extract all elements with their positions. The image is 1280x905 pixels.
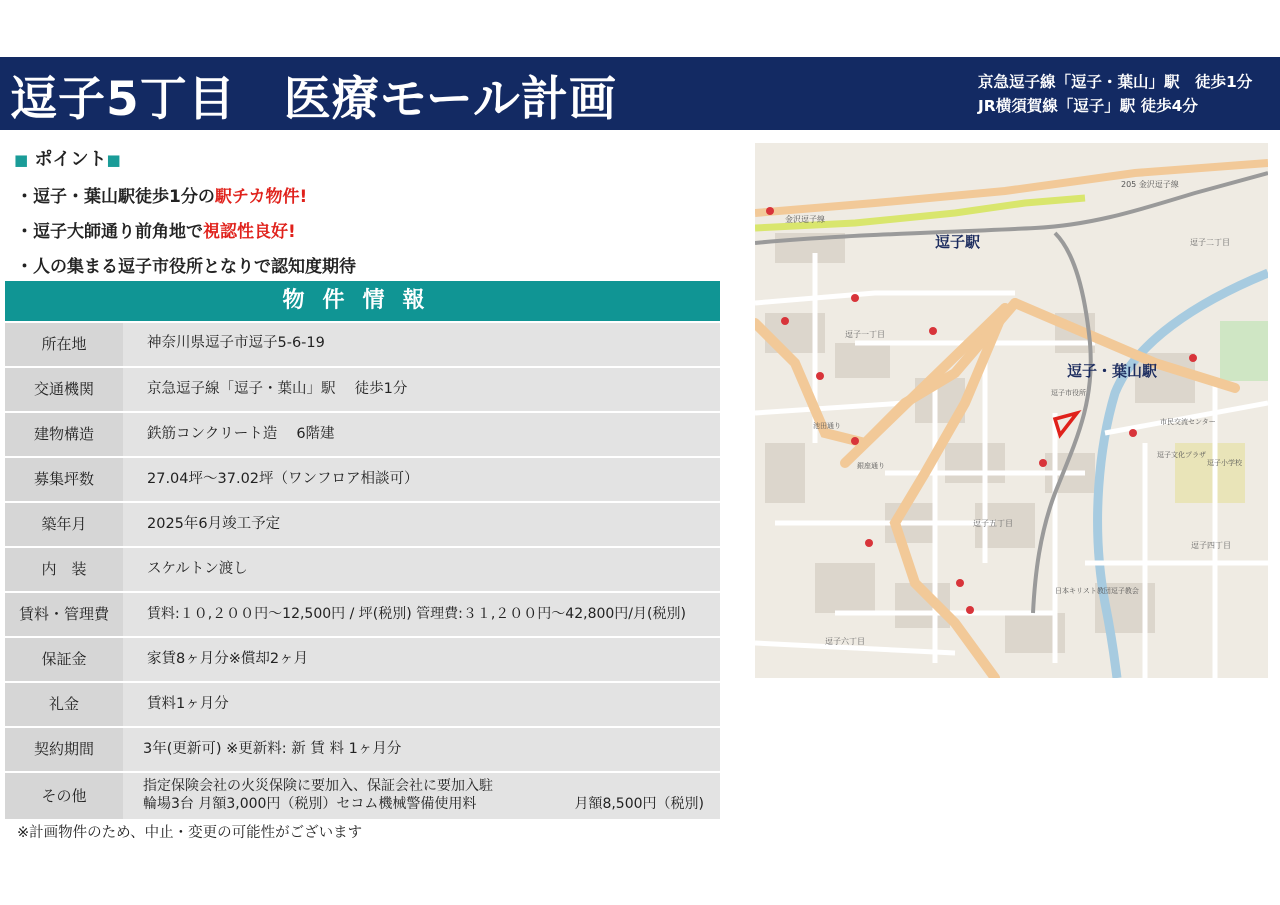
info-value: 27.04坪～37.02坪（ワンフロア相談可） — [147, 471, 419, 487]
info-row — [5, 458, 720, 501]
disclaimer-note: ※計画物件のため、中止・変更の可能性がございます — [17, 825, 363, 841]
info-row — [5, 683, 720, 726]
info-value-right: 月額8,500円（税別) — [574, 796, 704, 812]
map-label-poi: 市民交流センター — [1160, 418, 1216, 426]
point-text: ・逗子大師通り前角地で — [16, 222, 203, 242]
info-value: 賃料1ヶ月分 — [147, 696, 229, 712]
info-value — [143, 777, 493, 813]
map-label-road: 銀座通り — [857, 462, 885, 470]
point-item — [16, 182, 307, 207]
info-row — [5, 323, 720, 366]
info-row — [5, 368, 720, 411]
map-canvas — [755, 143, 1268, 678]
info-row — [5, 728, 720, 771]
info-label: その他 — [5, 773, 123, 819]
map-label-poi: 逗子市役所 — [1051, 389, 1086, 397]
map-label-area: 逗子六丁目 — [825, 637, 865, 646]
info-value: 賃料:１０,２００円～12,500円 / 坪(税別) 管理費:３１,２００円～42,800円/月(税別) — [147, 606, 686, 622]
point-text: ・逗子・葉山駅徒歩1分の — [16, 187, 215, 207]
access-line: JR横須賀線「逗子」駅 徒歩4分 — [978, 97, 1198, 115]
info-label: 交通機関 — [5, 368, 123, 411]
info-row — [5, 773, 720, 819]
info-label: 内 装 — [5, 548, 123, 591]
info-value: 家賃8ヶ月分※償却2ヶ月 — [147, 651, 309, 667]
map-label-route: 205 金沢逗子線 — [1121, 180, 1179, 189]
map-label-poi: 逗子小学校 — [1207, 459, 1242, 467]
map-label-poi: 日本キリスト教団逗子教会 — [1055, 587, 1139, 595]
access-line: 京急逗子線「逗子・葉山」駅 徒歩1分 — [978, 73, 1253, 91]
map-label-zushi-station: 逗子駅 — [935, 233, 981, 251]
point-item — [16, 217, 296, 242]
info-value: 神奈川県逗子市逗子5-6-19 — [147, 335, 325, 351]
park-area — [1220, 321, 1268, 381]
map-label-area: 逗子四丁目 — [1191, 541, 1231, 550]
info-row — [5, 413, 720, 456]
access-info — [978, 70, 1252, 118]
info-label: 築年月 — [5, 503, 123, 546]
info-label: 契約期間 — [5, 728, 123, 771]
info-label: 保証金 — [5, 638, 123, 681]
info-value: 京急逗子線「逗子・葉山」駅 徒歩1分 — [147, 381, 408, 397]
point-highlight: 駅チカ物件! — [214, 187, 308, 207]
info-label: 礼金 — [5, 683, 123, 726]
info-label: 募集坪数 — [5, 458, 123, 501]
info-row — [5, 638, 720, 681]
info-value: 3年(更新可) ※更新料: 新 賃 料 1ヶ月分 — [143, 741, 402, 757]
info-value: スケルトン渡し — [147, 561, 248, 577]
map-label-road: 池田通り — [813, 422, 841, 430]
info-row — [5, 593, 720, 636]
page-title: 逗子5丁目 医療モール計画 — [10, 72, 617, 127]
info-label: 賃料・管理費 — [5, 593, 123, 636]
square-icon: ■ — [106, 151, 121, 169]
map-label-road: 金沢逗子線 — [785, 215, 825, 224]
info-value: 2025年6月竣工予定 — [147, 516, 281, 532]
points-heading — [14, 145, 121, 171]
map-label-area: 逗子一丁目 — [845, 330, 885, 339]
info-value-line: 輪場3台 月額3,000円（税別）セコム機械警備使用料 — [143, 796, 477, 812]
point-text: ・人の集まる逗子市役所となりで認知度期待 — [16, 257, 356, 277]
map-label-poi: 逗子文化プラザ — [1157, 451, 1206, 459]
info-row — [5, 503, 720, 546]
point-item — [16, 252, 356, 277]
points-heading-label: ポイント — [34, 149, 107, 170]
info-value: 鉄筋コンクリート造 6階建 — [147, 426, 335, 442]
info-row — [5, 548, 720, 591]
info-label: 所在地 — [5, 323, 123, 366]
square-icon: ■ — [14, 151, 29, 169]
info-label: 建物構造 — [5, 413, 123, 456]
map-label-area: 逗子二丁目 — [1190, 238, 1230, 247]
map-label-zushi-hayama-station: 逗子・葉山駅 — [1067, 362, 1158, 380]
info-value-line: 指定保険会社の火災保険に要加入、保証会社に要加入駐 — [143, 778, 493, 794]
point-highlight: 視認性良好! — [203, 222, 296, 242]
area-map — [755, 143, 1268, 678]
info-heading: 物件情報 — [5, 281, 720, 321]
map-label-area: 逗子五丁目 — [973, 519, 1013, 528]
